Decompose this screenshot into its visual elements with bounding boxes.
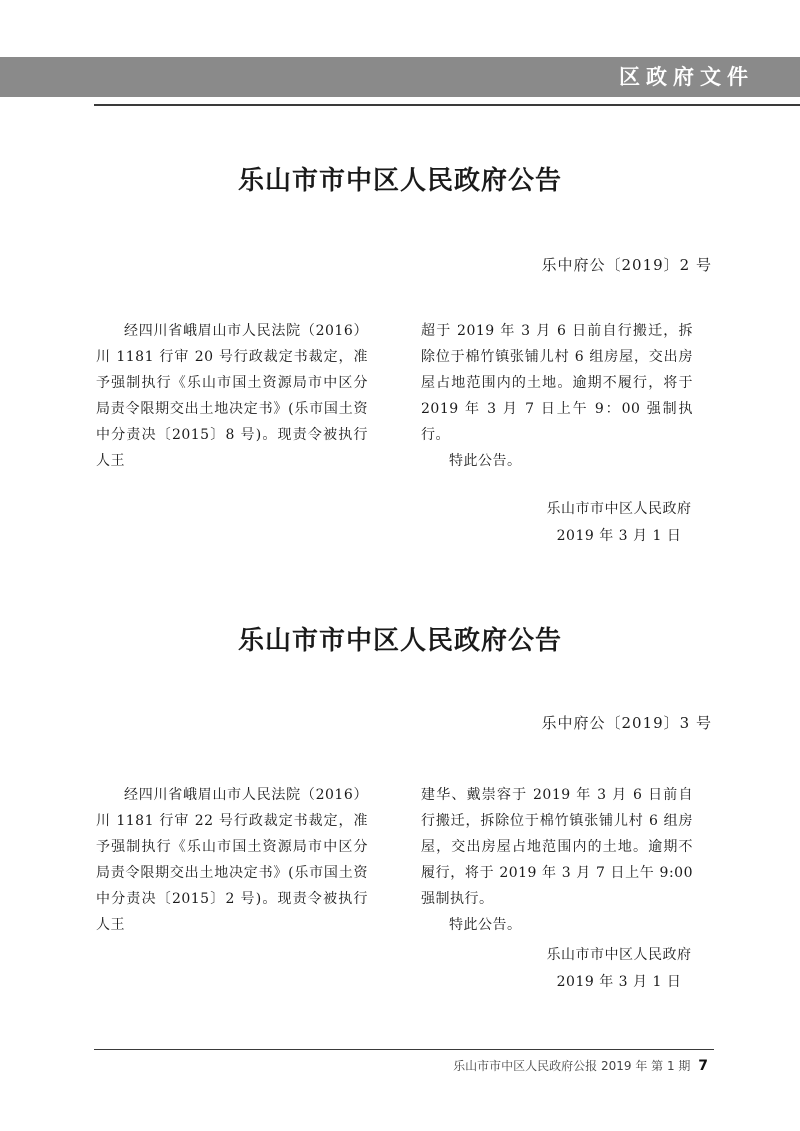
notice-body-left <box>96 782 368 938</box>
notice-body-right <box>421 318 693 474</box>
notice-title: 乐山市市中区人民政府公告 <box>237 626 562 656</box>
document-number: 乐中府公〔2019〕3 号 <box>541 714 712 732</box>
section-label: 区政府文件 <box>619 65 754 89</box>
notice-signature <box>534 496 704 550</box>
page-number: 7 <box>698 1058 708 1074</box>
footer-divider <box>94 1049 714 1050</box>
notice-body-right <box>421 782 693 938</box>
notice-date: 2019 年 3 月 1 日 <box>556 528 682 544</box>
notice-closing: 特此公告。 <box>449 453 522 469</box>
notice-date: 2019 年 3 月 1 日 <box>556 974 682 990</box>
notice-signature <box>534 942 704 996</box>
header-divider <box>94 104 800 106</box>
signer-name: 乐山市市中区人民政府 <box>546 947 692 963</box>
notice-paragraph-continued: 超于 2019 年 3 月 6 日前自行搬迁，拆除位于棉竹镇张铺儿村 6 组房屋，交出房屋占地范围内的土地。逾期不履行，将于 2019 年 3 月 7 日上午 9：00 强制执行。 <box>421 323 693 443</box>
publication-name: 乐山市市中区人民政府公报 2019 年 第 1 期 <box>453 1059 691 1073</box>
notice-title: 乐山市市中区人民政府公告 <box>237 166 562 196</box>
notice-paragraph: 经四川省峨眉山市人民法院（2016）川 1181 行审 20 号行政裁定书裁定，准予强制执行《乐山市国土资源局市中区分局责令限期交出土地决定书》(乐市国土资中分责决〔2015〕8 号)。现责令被执行人王 <box>96 323 368 469</box>
notice-paragraph-continued: 建华、戴崇容于 2019 年 3 月 6 日前自行搬迁，拆除位于棉竹镇张铺儿村 6 组房屋，交出房屋占地范围内的土地。逾期不履行，将于 2019 年 3 月 7 日上午 9:00 强制执行。 <box>421 787 693 907</box>
document-number: 乐中府公〔2019〕2 号 <box>541 256 712 274</box>
notice-body-left <box>96 318 368 474</box>
signer-name: 乐山市市中区人民政府 <box>546 501 692 517</box>
notice-closing: 特此公告。 <box>449 917 522 933</box>
page-footer <box>453 1057 708 1074</box>
header-band <box>0 57 800 97</box>
notice-paragraph: 经四川省峨眉山市人民法院（2016）川 1181 行审 22 号行政裁定书裁定，准予强制执行《乐山市国土资源局市中区分局责令限期交出土地决定书》(乐市国土资中分责决〔2015〕2 号)。现责令被执行人王 <box>96 787 368 933</box>
